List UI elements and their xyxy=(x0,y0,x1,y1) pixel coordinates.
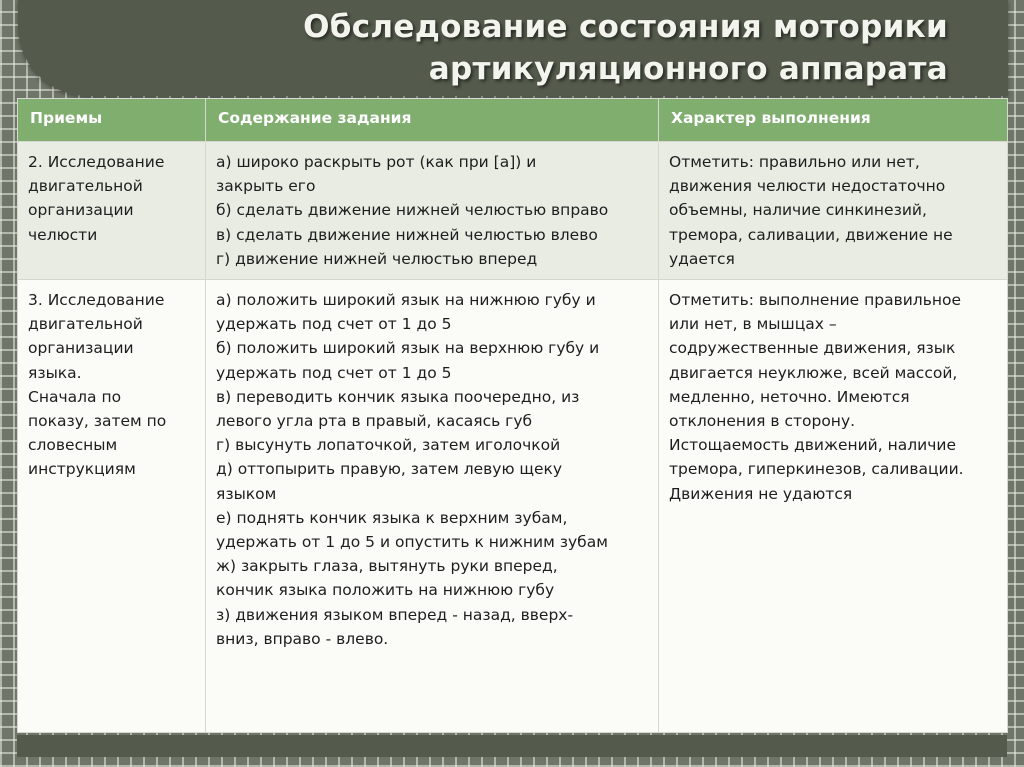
cell-technique xyxy=(18,280,206,733)
text-line: кончик языка положить на нижнюю губу xyxy=(216,581,555,600)
text-line: Сначала по xyxy=(28,387,122,406)
text-line: г) высунуть лопаточкой, затем иголочкой xyxy=(216,436,561,455)
title-band xyxy=(18,0,1008,96)
text-line: Отметить: выполнение правильное xyxy=(669,291,961,310)
text-line: содружественные движения, язык xyxy=(669,339,956,358)
text-line: б) сделать движение нижней челюстью вправо xyxy=(216,201,609,220)
text-line: удается xyxy=(669,249,735,268)
cell-task-content xyxy=(206,142,659,280)
title-line-1: Обследование состояния моторики xyxy=(303,9,948,45)
title-line-2: артикуляционного аппарата xyxy=(428,51,948,87)
cell-technique xyxy=(18,142,206,280)
text-line: инструкциям xyxy=(28,460,136,479)
text-line: объемны, наличие синкинезий, xyxy=(669,201,927,220)
bottom-band xyxy=(17,735,1007,757)
text-line: или нет, в мышцах – xyxy=(669,315,837,334)
text-line: отклонения в сторону. xyxy=(669,412,856,431)
table-row xyxy=(18,280,1008,733)
text-line: г) движение нижней челюстью вперед xyxy=(216,249,538,268)
assessment-table xyxy=(17,98,1007,733)
header-task-content: Содержание задания xyxy=(206,99,659,142)
text-line: а) положить широкий язык на нижнюю губу и xyxy=(216,291,596,310)
header-techniques: Приемы xyxy=(18,99,206,142)
text-line: в) переводить кончик языка поочередно, из xyxy=(216,387,580,406)
text-line: Движения не удаются xyxy=(669,484,853,503)
table-header-row xyxy=(18,99,1008,142)
text-line: языком xyxy=(216,484,277,503)
text-line: организации xyxy=(28,339,134,358)
text-line: д) оттопырить правую, затем левую щеку xyxy=(216,460,563,479)
text-line: тремора, саливации, движение не xyxy=(669,225,953,244)
text-line: закрыть его xyxy=(216,177,316,196)
text-line: а) широко раскрыть рот (как при [а]) и xyxy=(216,153,537,171)
text-line: Истощаемость движений, наличие xyxy=(669,436,956,455)
text-line: тремора, гиперкинезов, саливации. xyxy=(669,460,964,479)
text-line: удержать от 1 до 5 и опустить к нижним зубам xyxy=(216,533,608,552)
text-line: з) движения языком вперед - назад, вверх- xyxy=(216,605,574,624)
text-line: двигательной xyxy=(28,315,143,334)
table-row xyxy=(18,142,1008,280)
text-line: удержать под счет от 1 до 5 xyxy=(216,363,452,382)
text-line: показу, затем по xyxy=(28,412,167,431)
text-line: левого угла рта в правый, касаясь губ xyxy=(216,412,533,431)
text-line: б) положить широкий язык на верхнюю губу и xyxy=(216,339,600,358)
cell-execution-character xyxy=(659,142,1008,280)
text-line: удержать под счет от 1 до 5 xyxy=(216,315,452,334)
text-line: в) сделать движение нижней челюстью влево xyxy=(216,225,598,244)
text-line: медленно, неточно. Имеются xyxy=(669,387,910,406)
cell-task-content xyxy=(206,280,659,733)
text-line: языка. xyxy=(28,363,82,382)
text-line: челюсти xyxy=(28,225,98,244)
slide-title xyxy=(303,6,948,90)
text-line: е) поднять кончик языка к верхним зубам, xyxy=(216,508,568,527)
text-line: 3. Исследование xyxy=(28,291,165,310)
header-execution-character: Характер выполнения xyxy=(659,99,1008,142)
text-line: двигается неуклюже, всей массой, xyxy=(669,363,958,382)
text-line: организации xyxy=(28,201,134,220)
text-line: Отметить: правильно или нет, xyxy=(669,153,920,171)
text-line: движения челюсти недостаточно xyxy=(669,177,946,196)
cell-execution-character xyxy=(659,280,1008,733)
text-line: ж) закрыть глаза, вытянуть руки вперед, xyxy=(216,557,558,576)
text-line: вниз, вправо - влево. xyxy=(216,629,389,648)
text-line: словесным xyxy=(28,436,118,455)
text-line: двигательной xyxy=(28,177,143,196)
text-line: 2. Исследование xyxy=(28,153,165,171)
